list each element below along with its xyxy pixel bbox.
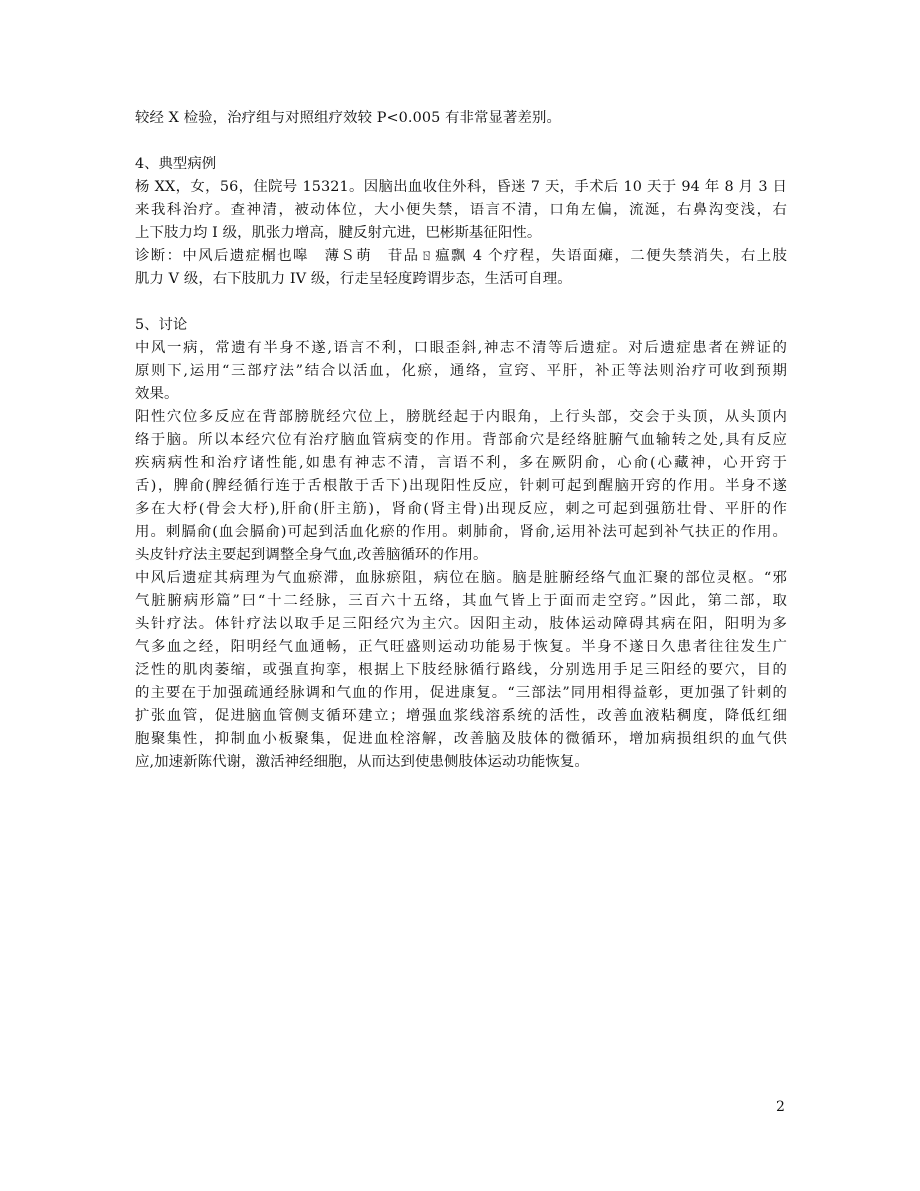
text-line: 泛性的肌肉萎缩，或强直拘挛，根据上下肢经脉循行路线，分别选用手足三阳经的要穴，目的 — [135, 662, 787, 678]
text-line: 舌)，脾俞(脾经循行连于舌根散于舌下)出现阳性反应，针刺可起到醒脑开窍的作用。半身不遂 — [135, 478, 787, 494]
text-line: 应,加速新陈代谢，激活神经细胞，从而达到使患侧肢体运动功能恢复。 — [135, 754, 589, 770]
text-line: 用。刺膈俞(血会膈俞)可起到活血化瘀的作用。刺肺俞，肾俞,运用补法可起到补气扶正的作用。 — [135, 524, 787, 540]
text-line: 胞聚集性，抑制血小板聚集，促进血栓溶解，改善脑及肢体的微循环，增加病损组织的血气供 — [135, 731, 787, 747]
text-line: 效果。 — [135, 386, 179, 402]
text-line: 头皮针疗法主要起到调整全身气血,改善脑循环的作用。 — [135, 547, 488, 563]
document-body — [135, 107, 787, 774]
text-line: 头针疗法。体针疗法以取手足三阳经穴为主穴。因阳主动，肢体运动障碍其病在阳，阳明为多 — [135, 616, 787, 632]
text-line: 较经 X 检验，治疗组与对照组疗效较 P<0.005 有非常显著差别。 — [135, 110, 561, 126]
text-line: 络于脑。所以本经穴位有治疗脑血管病变的作用。背部俞穴是经络脏腑气血输转之处,具有反应 — [135, 432, 787, 448]
text-line: 气多血之经，阳明经气血通畅，正气旺盛则运动功能易于恢复。半身不遂日久患者往往发生广 — [135, 639, 787, 655]
text-line: 气脏腑病形篇”曰“十二经脉，三百六十五络，其血气皆上于面而走空窍。”因此，第二部，取 — [135, 593, 787, 609]
section-heading-case: 4、典型病例 — [135, 156, 217, 172]
text-line: 多在大杼(骨会大杼),肝俞(肝主筋)，肾俞(肾主骨)出现反应，刺之可起到强筋壮骨、平肝的作 — [135, 501, 787, 517]
text-line: 诊断：中风后遗症榍也嗥 薄Ｓ萌 苷品ㄖ瘟飘 4 个疗程，失语面瘫，二便失禁消失，右上肢 — [135, 248, 787, 264]
text-line: 来我科治疗。查神清，被动体位，大小便失禁，语言不清，口角左偏，流涎，右鼻沟变浅，右 — [135, 202, 787, 218]
text-line: 上下肢力均 I 级，肌张力增高，腱反射亢进，巴彬斯基征阳性。 — [135, 225, 542, 241]
text-line: 的主要在于加强疏通经脉调和气血的作用，促进康复。“三部法”同用相得益彰，更加强了针刺的 — [135, 685, 787, 701]
paragraph-gap — [135, 130, 787, 153]
text-line: 肌力 V 级，右下肢肌力 IV 级，行走呈轻度跨谓步态，生活可自理。 — [135, 271, 572, 287]
section-heading-discussion: 5、讨论 — [135, 317, 188, 333]
text-line: 扩张血管，促进脑血管侧支循环建立；增强血浆线溶系统的活性，改善血液粘稠度，降低红细 — [135, 708, 787, 724]
text-line: 原则下,运用“三部疗法”结合以活血，化瘀，通络，宣窍、平肝，补正等法则治疗可收到预期 — [135, 363, 787, 379]
text-line: 中风一病，常遗有半身不遂,语言不利，口眼歪斜,神志不清等后遗症。对后遗症患者在辨证的 — [135, 340, 787, 356]
paragraph-gap — [135, 291, 787, 314]
text-line: 阳性穴位多反应在背部膀胱经穴位上，膀胱经起于内眼角，上行头部，交会于头顶，从头顶内 — [135, 409, 787, 425]
text-line: 中风后遗症其病理为气血瘀滞，血脉瘀阻，病位在脑。脑是脏腑经络气血汇聚的部位灵枢。“邪 — [135, 570, 787, 586]
page-number: 2 — [776, 1099, 785, 1115]
text-line: 疾病病性和治疗诸性能,如患有神志不清，言语不利，多在厥阴俞，心俞(心藏神，心开窍于 — [135, 455, 787, 471]
text-line: 杨 XX，女，56，住院号 15321。因脑出血收住外科，昏迷 7 天，手术后 10 天于 94 年 8 月 3 日 — [135, 179, 787, 195]
